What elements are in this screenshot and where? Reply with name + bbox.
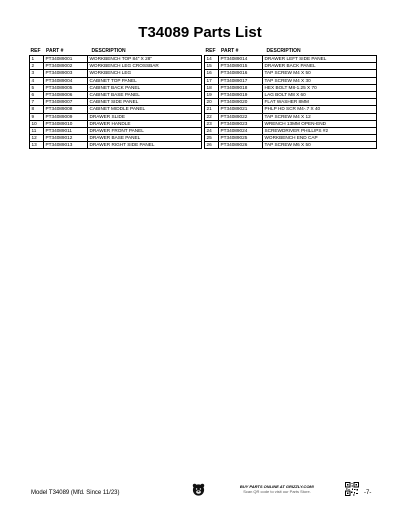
ref-cell: 21 bbox=[205, 106, 219, 113]
part-number-cell: PT34089025 bbox=[219, 135, 263, 142]
table-row bbox=[30, 99, 202, 106]
ref-cell: 17 bbox=[205, 77, 219, 84]
ref-cell: 20 bbox=[205, 99, 219, 106]
description-header: DESCRIPTION bbox=[91, 48, 126, 54]
table-row bbox=[205, 56, 377, 63]
table-row bbox=[205, 63, 377, 70]
part-number-cell: PT34089005 bbox=[44, 84, 88, 91]
description-cell: SCREWDRIVER PHILLIPS #2 bbox=[263, 127, 377, 134]
ref-cell: 13 bbox=[30, 142, 44, 149]
table-row bbox=[30, 120, 202, 127]
ref-cell: 24 bbox=[205, 127, 219, 134]
part-number-cell: PT34089016 bbox=[219, 70, 263, 77]
table-row bbox=[30, 56, 202, 63]
ref-cell: 4 bbox=[30, 77, 44, 84]
description-cell: WRENCH 13MM OPEN-END bbox=[263, 120, 377, 127]
grizzly-bear-logo-icon bbox=[192, 483, 205, 496]
ref-cell: 8 bbox=[30, 106, 44, 113]
ref-cell: 1 bbox=[30, 56, 44, 63]
description-cell: WORKBENCH LEG CROSSBAR bbox=[88, 63, 202, 70]
ref-cell: 5 bbox=[30, 84, 44, 91]
table-row bbox=[205, 113, 377, 120]
ref-cell: 16 bbox=[205, 70, 219, 77]
table-row bbox=[30, 63, 202, 70]
ref-cell: 3 bbox=[30, 70, 44, 77]
ref-cell: 9 bbox=[30, 113, 44, 120]
ad-subtext: Scan QR code to visit our Parts Store. bbox=[243, 489, 311, 494]
parts-store-ad[interactable] bbox=[208, 484, 346, 496]
table-row bbox=[205, 106, 377, 113]
table-row bbox=[205, 135, 377, 142]
page-number: -7- bbox=[364, 490, 372, 496]
description-cell: DRAWER BACK PANEL bbox=[263, 63, 377, 70]
table-row bbox=[205, 91, 377, 98]
table-row bbox=[30, 84, 202, 91]
description-cell: PHLP HD SCR M4-.7 X 40 bbox=[263, 106, 377, 113]
part-number-cell: PT34089020 bbox=[219, 99, 263, 106]
part-number-cell: PT34089012 bbox=[44, 135, 88, 142]
ref-cell: 23 bbox=[205, 120, 219, 127]
part-number-cell: PT34089013 bbox=[44, 142, 88, 149]
description-cell: CABINET TOP PANEL bbox=[88, 77, 202, 84]
table-row bbox=[205, 70, 377, 77]
part-number-cell: PT34089024 bbox=[219, 127, 263, 134]
part-number-cell: PT34089015 bbox=[219, 63, 263, 70]
parts-column-left bbox=[29, 47, 201, 149]
description-cell: LAG BOLT M8 X 60 bbox=[263, 91, 377, 98]
part-number-cell: PT34089017 bbox=[219, 77, 263, 84]
ref-cell: 2 bbox=[30, 63, 44, 70]
part-number-cell: PT34089002 bbox=[44, 63, 88, 70]
description-cell: DRAWER RIGHT SIDE PANEL bbox=[88, 142, 202, 149]
table-row bbox=[30, 77, 202, 84]
ref-cell: 14 bbox=[205, 56, 219, 63]
ref-cell: 26 bbox=[205, 142, 219, 149]
table-row bbox=[30, 106, 202, 113]
description-cell: DRAWER LEFT SIDE PANEL bbox=[263, 56, 377, 63]
description-cell: CABINET BACK PANEL bbox=[88, 84, 202, 91]
part-number-cell: PT34089019 bbox=[219, 91, 263, 98]
description-cell: TAP SCREW M4 X 50 bbox=[263, 70, 377, 77]
description-cell: TAP SCREW M4 X 12 bbox=[263, 113, 377, 120]
description-cell: CABINET SIDE PANEL bbox=[88, 99, 202, 106]
description-cell: WORKBENCH LEG bbox=[88, 70, 202, 77]
table-row bbox=[30, 113, 202, 120]
ref-cell: 11 bbox=[30, 127, 44, 134]
table-row bbox=[205, 120, 377, 127]
table-row bbox=[30, 91, 202, 98]
model-footer: Model T34089 (Mfd. Since 11/23) bbox=[31, 490, 120, 496]
part-number-cell: PT34089014 bbox=[219, 56, 263, 63]
table-header bbox=[204, 47, 376, 55]
ref-cell: 25 bbox=[205, 135, 219, 142]
part-header: PART # bbox=[46, 48, 64, 54]
ref-cell: 6 bbox=[30, 91, 44, 98]
table-row bbox=[30, 142, 202, 149]
description-cell: WORKBENCH TOP 84" X 28" bbox=[88, 56, 202, 63]
table-row bbox=[30, 135, 202, 142]
part-number-cell: PT34089026 bbox=[219, 142, 263, 149]
table-row bbox=[205, 127, 377, 134]
description-cell: WORKBENCH END CAP bbox=[263, 135, 377, 142]
part-number-cell: PT34089010 bbox=[44, 120, 88, 127]
ref-header: REF bbox=[30, 48, 41, 54]
table-row bbox=[30, 70, 202, 77]
description-cell: DRAWER FRONT PANEL bbox=[88, 127, 202, 134]
part-number-cell: PT34089006 bbox=[44, 91, 88, 98]
page-title: T34089 Parts List bbox=[138, 24, 262, 41]
table-row bbox=[205, 77, 377, 84]
part-header: PART # bbox=[221, 48, 239, 54]
ref-cell: 18 bbox=[205, 84, 219, 91]
part-number-cell: PT34089018 bbox=[219, 84, 263, 91]
table-row bbox=[205, 84, 377, 91]
part-number-cell: PT34089009 bbox=[44, 113, 88, 120]
part-number-cell: PT34089001 bbox=[44, 56, 88, 63]
part-number-cell: PT34089007 bbox=[44, 99, 88, 106]
description-cell: DRAWER BASE PANEL bbox=[88, 135, 202, 142]
description-cell: CABINET MIDDLE PANEL bbox=[88, 106, 202, 113]
part-number-cell: PT34089022 bbox=[219, 113, 263, 120]
parts-table-right bbox=[204, 55, 377, 149]
parts-column-right bbox=[204, 47, 376, 149]
part-number-cell: PT34089004 bbox=[44, 77, 88, 84]
ref-cell: 12 bbox=[30, 135, 44, 142]
part-number-cell: PT34089003 bbox=[44, 70, 88, 77]
description-cell: CABINET BASE PANEL bbox=[88, 91, 202, 98]
description-cell: TAP SCREW M6 X 50 bbox=[263, 142, 377, 149]
description-cell: TAP SCREW M4 X 30 bbox=[263, 77, 377, 84]
part-number-cell: PT34089021 bbox=[219, 106, 263, 113]
part-number-cell: PT34089008 bbox=[44, 106, 88, 113]
ref-cell: 19 bbox=[205, 91, 219, 98]
qr-code-icon[interactable] bbox=[345, 482, 359, 496]
part-number-cell: PT34089011 bbox=[44, 127, 88, 134]
ref-cell: 10 bbox=[30, 120, 44, 127]
ref-cell: 15 bbox=[205, 63, 219, 70]
description-cell: DRAWER HANDLE bbox=[88, 120, 202, 127]
table-header bbox=[29, 47, 201, 55]
description-cell: HEX BOLT M8-1.25 X 70 bbox=[263, 84, 377, 91]
ref-cell: 7 bbox=[30, 99, 44, 106]
parts-table-left bbox=[29, 55, 202, 149]
ad-headline: BUY PARTS ONLINE AT GRIZZLY.COM! bbox=[239, 484, 315, 489]
ref-cell: 22 bbox=[205, 113, 219, 120]
part-number-cell: PT34089023 bbox=[219, 120, 263, 127]
description-cell: FLAT WASHER 8MM bbox=[263, 99, 377, 106]
description-header: DESCRIPTION bbox=[266, 48, 301, 54]
table-row bbox=[205, 99, 377, 106]
description-cell: DRAWER SLIDE bbox=[88, 113, 202, 120]
table-row bbox=[205, 142, 377, 149]
table-row bbox=[30, 127, 202, 134]
ref-header: REF bbox=[205, 48, 216, 54]
